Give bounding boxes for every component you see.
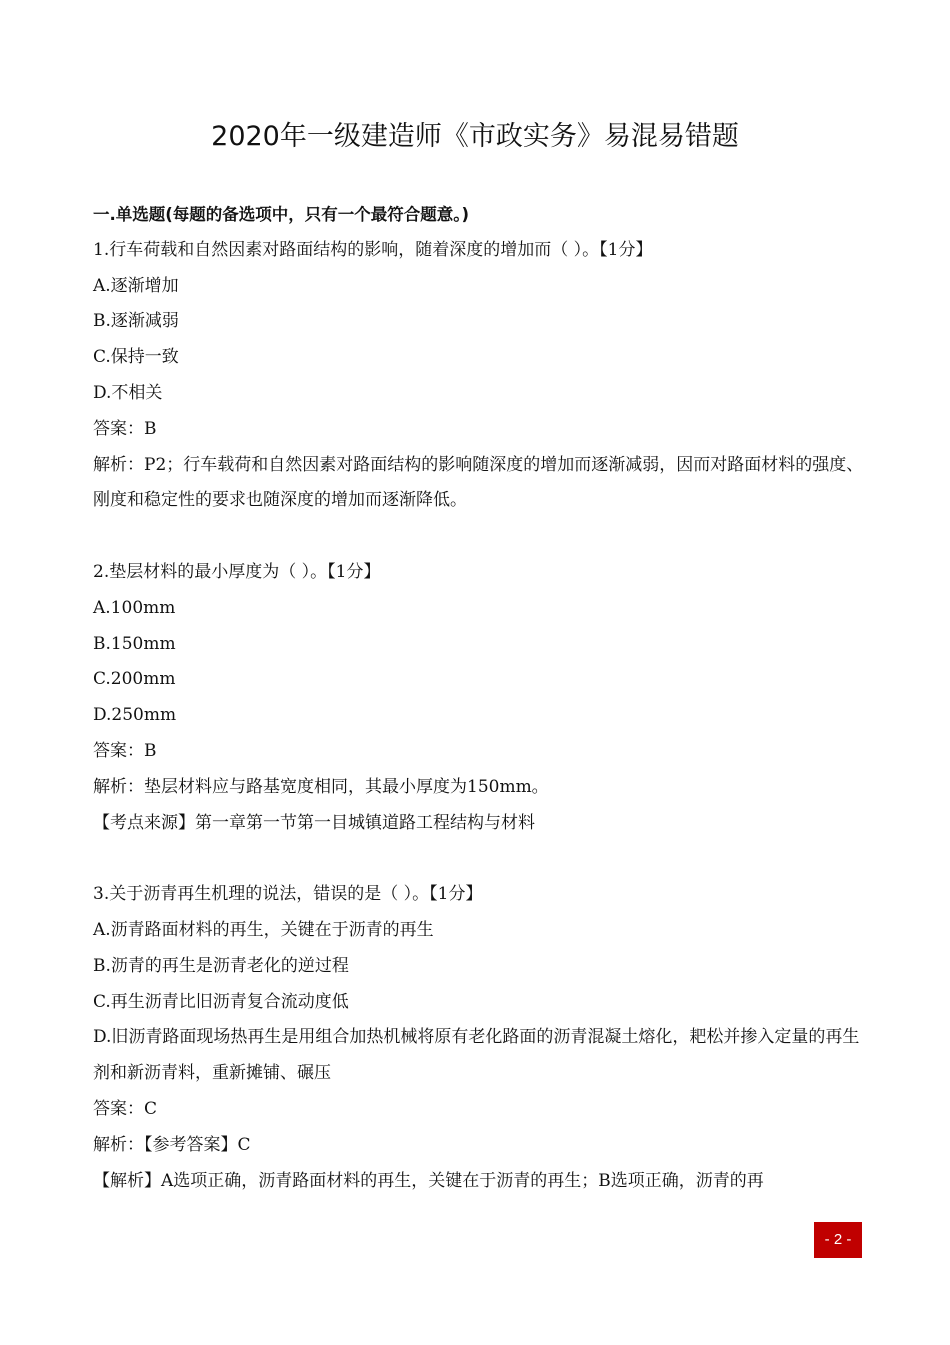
question-3-analysis-detail: 【解析】A选项正确，沥青路面材料的再生，关键在于沥青的再生；B选项正确，沥青的再 — [93, 1170, 764, 1191]
question-1-option-c: C.保持一致 — [93, 347, 179, 368]
document-body — [93, 197, 868, 1199]
question-3-option-c: C.再生沥青比旧沥青复合流动度低 — [93, 991, 349, 1012]
question-3-stem: 3.关于沥青再生机理的说法，错误的是（ ）。【1分】 — [93, 884, 483, 905]
question-1-option-a: A.逐渐增加 — [93, 275, 179, 296]
question-3-analysis: 解析：【参考答案】C — [93, 1134, 251, 1155]
question-1-stem: 1.行车荷载和自然因素对路面结构的影响，随着深度的增加而（ ）。【1分】 — [93, 239, 653, 260]
question-2-stem: 2.垫层材料的最小厚度为（ ）。【1分】 — [93, 561, 381, 582]
question-3-option-d: D.旧沥青路面现场热再生是用组合加热机械将原有老化路面的沥青混凝土熔化，耙松并掺入定量的再生剂和新沥青料，重新摊铺、碾压 — [93, 1027, 860, 1084]
question-3-option-a: A.沥青路面材料的再生，关键在于沥青的再生 — [93, 919, 434, 940]
question-2-option-c: C.200mm — [93, 669, 176, 690]
question-1-option-d: D.不相关 — [93, 382, 163, 403]
question-2-option-d: D.250mm — [93, 705, 177, 726]
question-1-answer: 答案：B — [93, 418, 157, 439]
question-2-analysis: 解析：垫层材料应与路基宽度相同，其最小厚度为150mm。 — [93, 776, 549, 797]
question-2-source: 【考点来源】第一章第一节第一目城镇道路工程结构与材料 — [93, 812, 535, 833]
page-number-badge: - 2 - — [814, 1222, 862, 1258]
question-3-option-b: B.沥青的再生是沥青老化的逆过程 — [93, 955, 349, 976]
question-2-option-b: B.150mm — [93, 633, 176, 654]
question-2-answer: 答案：B — [93, 740, 157, 761]
page-title: 2020年一级建造师《市政实务》易混易错题 — [211, 121, 739, 152]
question-2-option-a: A.100mm — [93, 597, 176, 618]
question-1-option-b: B.逐渐减弱 — [93, 311, 179, 332]
section-heading: 一.单选题(每题的备选项中，只有一个最符合题意。) — [93, 205, 470, 224]
question-3-answer: 答案：C — [93, 1098, 158, 1119]
question-1-analysis: 解析：P2；行车载荷和自然因素对路面结构的影响随深度的增加而逐渐减弱，因而对路面材料的强度、刚度和稳定性的要求也随深度的增加而逐渐降低。 — [93, 454, 864, 511]
